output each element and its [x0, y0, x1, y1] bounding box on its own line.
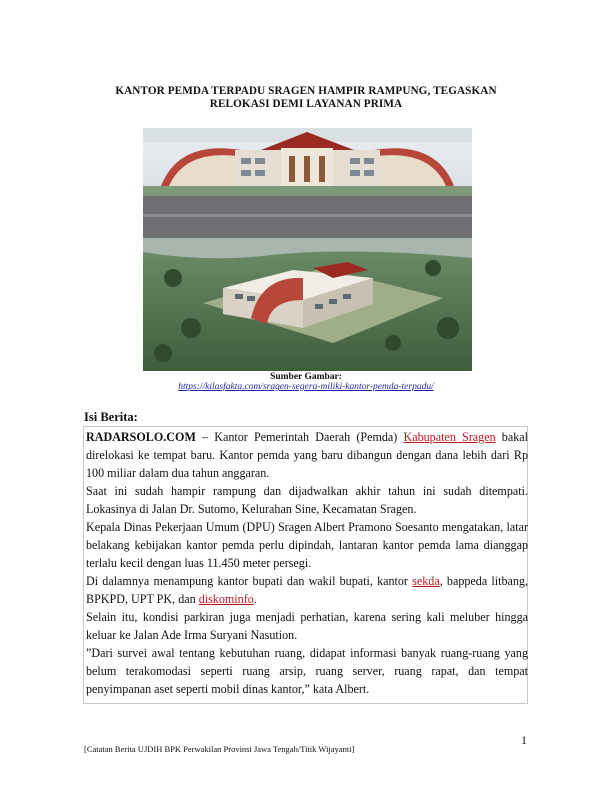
- building-rendering-image: [143, 128, 472, 371]
- paragraph-3: Kepala Dinas Pekerjaan Umum (DPU) Sragen Albert Pramono Soesanto mengatakan, latar belakang kebijakan kantor pemda perlu dipindah, lantaran kantor pemda lama dianggap terlalu kecil dengan luas 11.450 meter persegi.: [86, 520, 528, 570]
- title-line-1: KANTOR PEMDA TERPADU SRAGEN HAMPIR RAMPUNG, TEGASKAN: [115, 85, 497, 97]
- link-diskominfo[interactable]: diskominfo: [198, 592, 254, 606]
- section-heading: Isi Berita:: [84, 410, 138, 424]
- paragraph-1-text-a: – Kantor Pemerintah Daerah (Pemda): [195, 430, 404, 444]
- paragraph-1: [86, 428, 528, 482]
- title-line-2: RELOKASI DEMI LAYANAN PRIMA: [209, 98, 403, 110]
- paragraph-4: [86, 572, 528, 608]
- image-source-label: Sumber Gambar:: [270, 372, 342, 382]
- image-source-link[interactable]: https://kilasfakta.com/sragen-segera-miliki-kantor-pemda-terpadu/: [178, 382, 434, 392]
- paragraph-5: Selain itu, kondisi parkiran juga menjadi perhatian, karena sering kali meluber hingga keluar ke Jalan Ade Irma Suryani Nasution.: [86, 610, 528, 642]
- link-kabupaten-sragen[interactable]: Kabupaten Sragen: [403, 430, 496, 444]
- page-number: 1: [521, 733, 527, 747]
- news-source: RADARSOLO.COM: [86, 430, 196, 444]
- article-title: [70, 85, 542, 111]
- paragraph-4-text-c: .: [253, 592, 257, 606]
- link-sekda[interactable]: sekda: [412, 574, 440, 588]
- paragraph-4-text-b: , bappeda litbang, BPKPD, UPT PK, dan: [86, 574, 528, 606]
- paragraph-2: Saat ini sudah hampir rampung dan dijadwalkan akhir tahun ini sudah ditempati. Lokasinya di Jalan Dr. Sutomo, Kelurahan Sine, Kecamatan Sragen.: [86, 484, 528, 516]
- paragraph-1-text-b: bakal direlokasi ke tempat baru. Kantor pemda yang baru dibangun dengan dana lebih dari Rp 100 miliar dalam dua tahun anggaran.: [86, 430, 528, 480]
- paragraph-6: ”Dari survei awal tentang kebutuhan ruang, didapat informasi banyak ruang-ruang yang belum terakomodasi seperti ruang arsip, ruang server, ruang rapat, dan tempat penyimpanan aset seperti mobil dinas kantor,” kata Albert.: [86, 646, 528, 696]
- paragraph-4-text-a: Di dalamnya menampung kantor bupati dan wakil bupati, kantor: [86, 574, 413, 588]
- page-footer: [Catatan Berita UJDIH BPK Perwakilan Provinsi Jawa Tengah/Titik Wijayanti]: [84, 744, 355, 754]
